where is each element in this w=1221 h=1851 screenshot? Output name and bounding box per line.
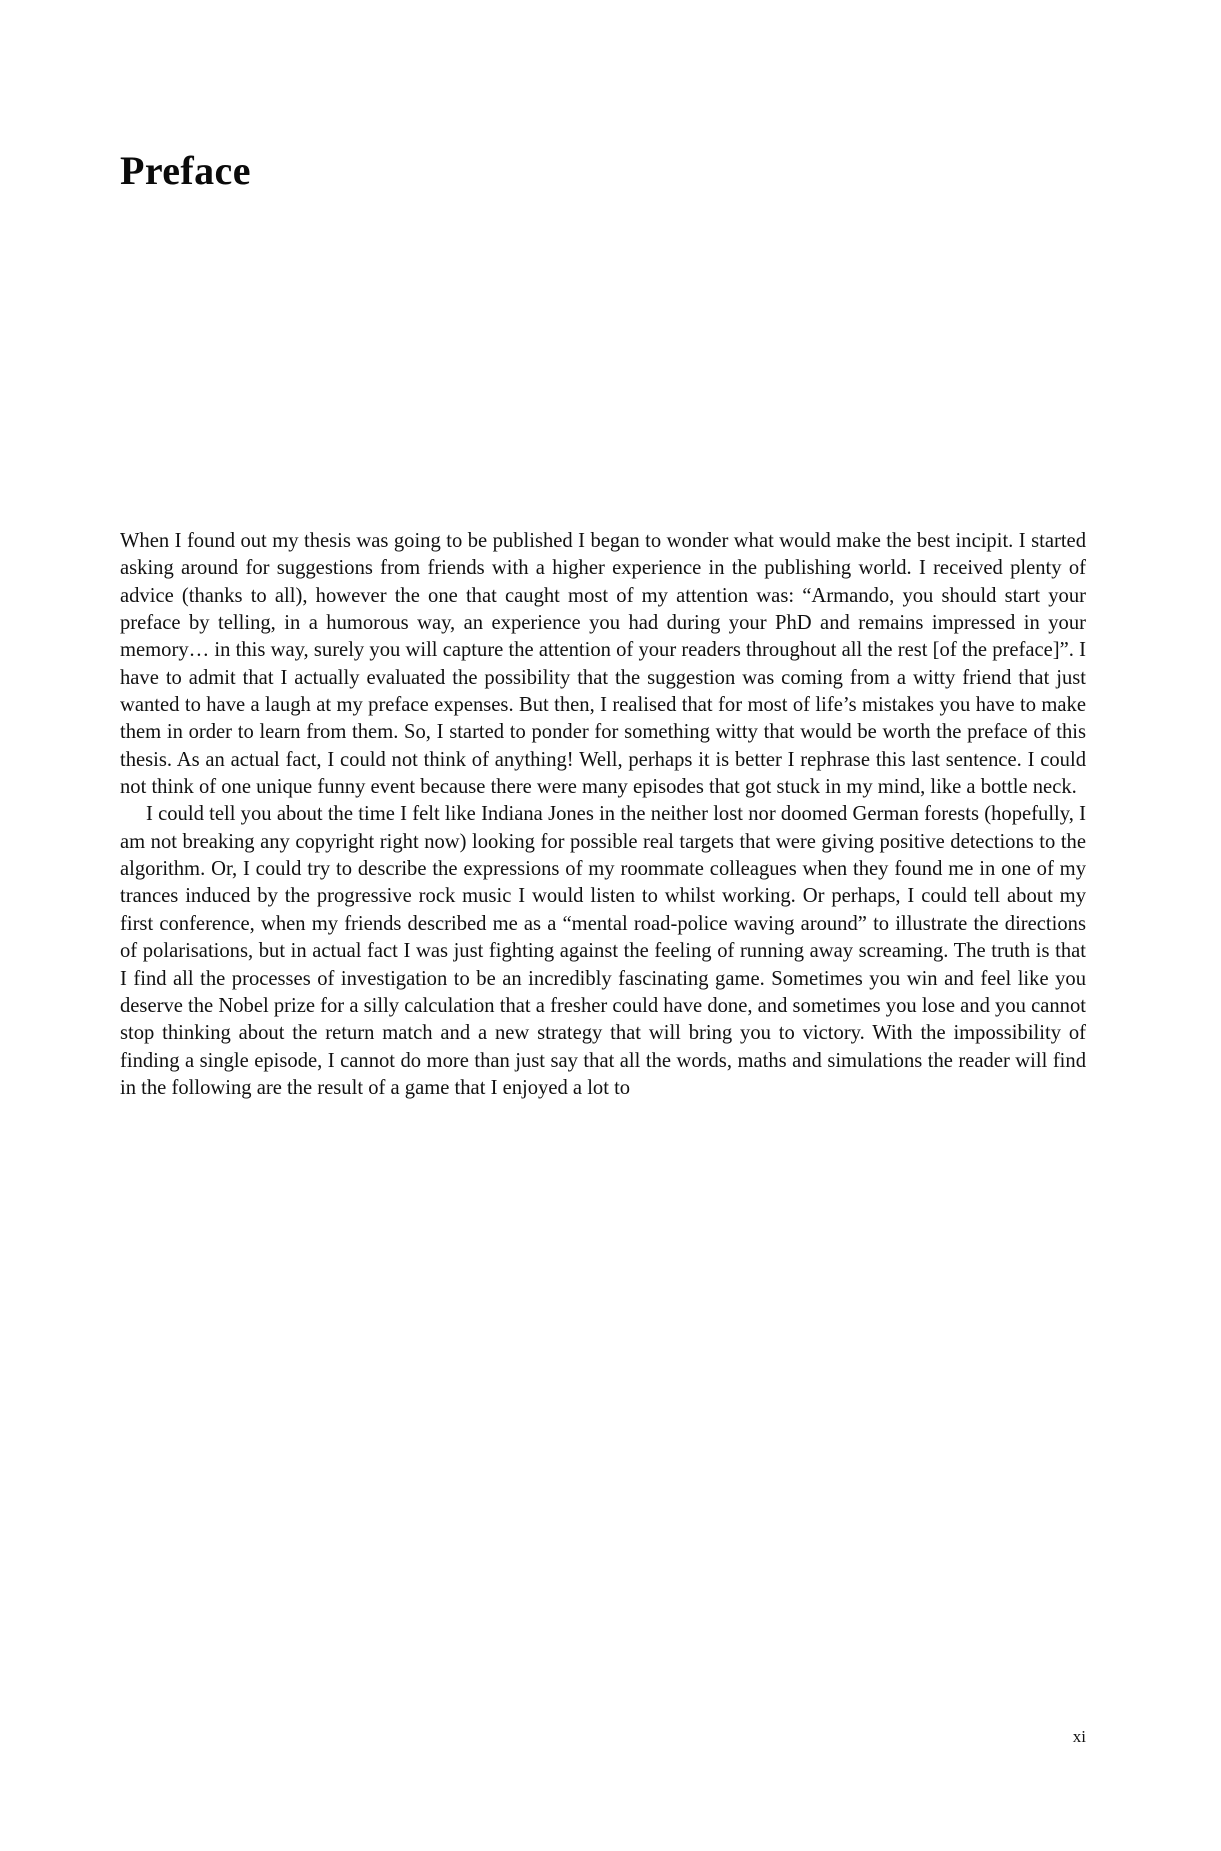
paragraph-1: When I found out my thesis was going to be published I began to wonder what would make the best incipit. I started asking around for suggestions from friends with a higher experience in the publishing world. I received plenty of advice (thanks to all), however the one that caught most of my attention was: “Armando, you should start your preface by telling, in a humorous way, an experience you had during your PhD and remains impressed in your memory… in this way, surely you will capture the attention of your readers throughout all the rest [of the preface]”. I have to admit that I actually evaluated the possibility that the suggestion was coming from a witty friend that just wanted to have a laugh at my preface expenses. But then, I realised that for most of life’s mistakes you have to make them in order to learn from them. So, I started to ponder for something witty that would be worth the preface of this thesis. As an actual fact, I could not think of anything! Well, perhaps it is better I rephrase this last sentence. I could not think of one unique funny event because there were many episodes that got stuck in my mind, like a bottle neck. [120, 530, 1086, 799]
page-title: Preface [120, 147, 251, 193]
paragraph-2: I could tell you about the time I felt like Indiana Jones in the neither lost nor doomed German forests (hopefully, I am not breaking any copyright right now) looking for possible real targets that were giving positive detections to the algorithm. Or, I could try to describe the expressions of my roommate colleagues when they found me in one of my trances induced by the progressive rock music I would listen to whilst working. Or perhaps, I could tell about my first conference, when my friends described me as a “mental road-police waving around” to illustrate the directions of polarisations, but in actual fact I was just fighting against the feeling of running away screaming. The truth is that I find all the processes of investigation to be an incredibly fascinating game. Sometimes you win and feel like you deserve the Nobel prize for a silly calculation that a fresher could have done, and sometimes you lose and you cannot stop thinking about the return match and a new strategy that will bring you to victory. With the impossibility of finding a single episode, I cannot do more than just say that all the words, maths and simulations the reader will find in the following are the result of a game that I enjoyed a lot to [120, 803, 1086, 1099]
page-content-frame [120, 0, 1086, 1851]
page-number: xi [1072, 1727, 1086, 1746]
body-text-block [120, 528, 1086, 1102]
